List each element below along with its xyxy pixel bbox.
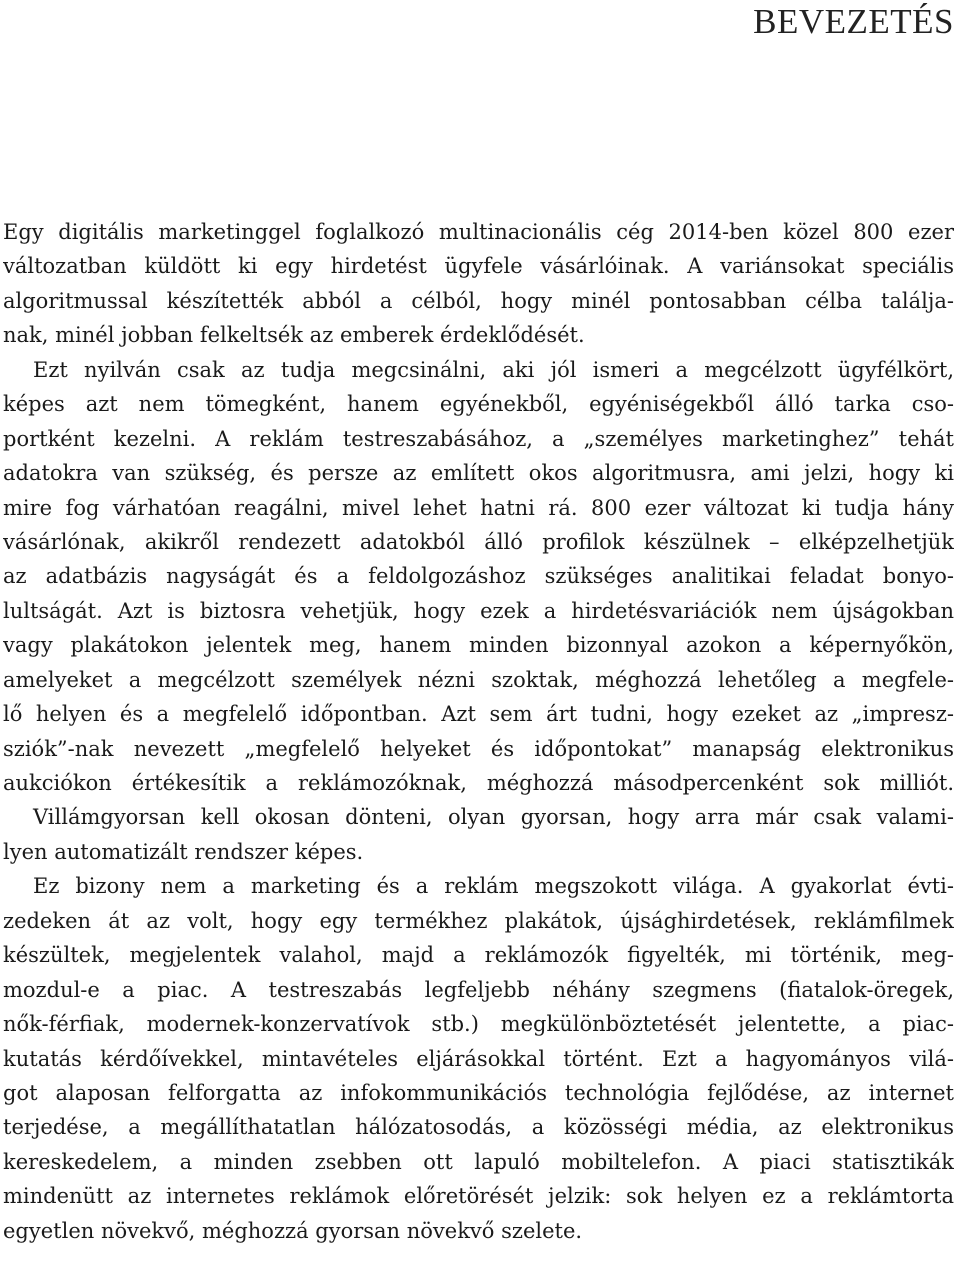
text-line: zedeken át az volt, hogy egy termékhez plakátok, újsághirdetések, reklámfilmek [3,908,954,933]
text-line: az adatbázis nagyságát és a feldolgozáshoz szükséges analitikai feladat bonyo- [3,564,954,589]
text-line: amelyeket a megcélzott személyek nézni szoktak, méghozzá lehetőleg a megfele- [3,667,954,692]
text-line: Ezt nyilván csak az tudja megcsinálni, aki jól ismeri a megcélzott ügyfélkört, [33,357,954,382]
text-line: képes azt nem tömegként, hanem egyénekből, egyéniségekből álló tarka cso- [3,392,954,417]
text-line: got alaposan felforgatta az infokommunikációs technológia fejlődése, az internet [3,1080,954,1105]
body-text [3,215,954,1248]
text-line: kereskedelem, a minden zsebben ott lapuló mobiltelefon. A piaci statisztikák [3,1149,954,1174]
text-line: lultságát. Azt is biztosra vehetjük, hogy ezek a hirdetésvariációk nem újságokban [3,598,954,623]
text-line: adatokra van szükség, és persze az említett okos algoritmusra, ami jelzi, hogy ki [3,461,954,486]
text-line: mindenütt az internetes reklámok előretörését jelzik: sok helyen ez a reklámtorta [3,1184,954,1209]
text-line: nők-férfiak, modernek-konzervatívok stb.) megkülönböztetését jelentette, a piac- [3,1012,954,1037]
text-line: terjedése, a megállíthatatlan hálózatosodás, a közösségi média, az elektronikus [3,1115,954,1140]
text-line: Ez bizony nem a marketing és a reklám megszokott világa. A gyakorlat évti- [33,874,954,899]
text-line: portként kezelni. A reklám testreszabásához, a „személyes marketinghez” tehát [3,426,954,451]
text-line: vásárlónak, akikről rendezett adatokból álló profilok készülnek – elképzelhetjük [3,529,954,554]
text-line: Villámgyorsan kell okosan dönteni, olyan gyorsan, hogy arra már csak valami- [33,805,954,830]
text-line: sziók”-nak nevezett „megfelelő helyeket és időpontokat” manapság elektronikus [3,736,954,761]
text-line: lő helyen és a megfelelő időpontban. Azt sem árt tudni, hogy ezeket az „impresz- [3,702,954,727]
text-line: mire fog várhatóan reagálni, mivel lehet hatni rá. 800 ezer változat ki tudja hány [3,495,954,520]
text-line: lyen automatizált rendszer képes. [3,839,364,864]
chapter-title: BEVEZETÉS [753,2,954,41]
text-line: Egy digitális marketinggel foglalkozó multinacionális cég 2014-ben közel 800 ezer [3,220,954,244]
text-line: nak, minél jobban felkeltsék az emberek érdeklődését. [3,323,585,348]
text-line: kutatás kérdőívekkel, mintavételes eljárásokkal történt. Ezt a hagyományos vilá- [3,1046,954,1071]
text-line: egyetlen növekvő, méghozzá gyorsan növekvő szelete. [3,1218,583,1243]
text-line: vagy plakátokon jelentek meg, hanem minden bizonnyal azokon a képernyőkön, [3,633,954,658]
text-line: készültek, megjelentek valahol, majd a reklámozók figyelték, mi történik, meg- [3,943,954,968]
text-line: változatban küldött ki egy hirdetést ügyfele vásárlóinak. A variánsokat speciális [3,254,954,279]
text-line: aukciókon értékesítik a reklámozóknak, méghozzá másodpercenként sok milliót. [3,771,954,795]
text-line: mozdul-e a piac. A testreszabás legfeljebb néhány szegmens (fiatalok-öregek, [3,977,954,1002]
text-line: algoritmussal készítették abból a célból, hogy minél pontosabban célba találja- [3,288,954,313]
